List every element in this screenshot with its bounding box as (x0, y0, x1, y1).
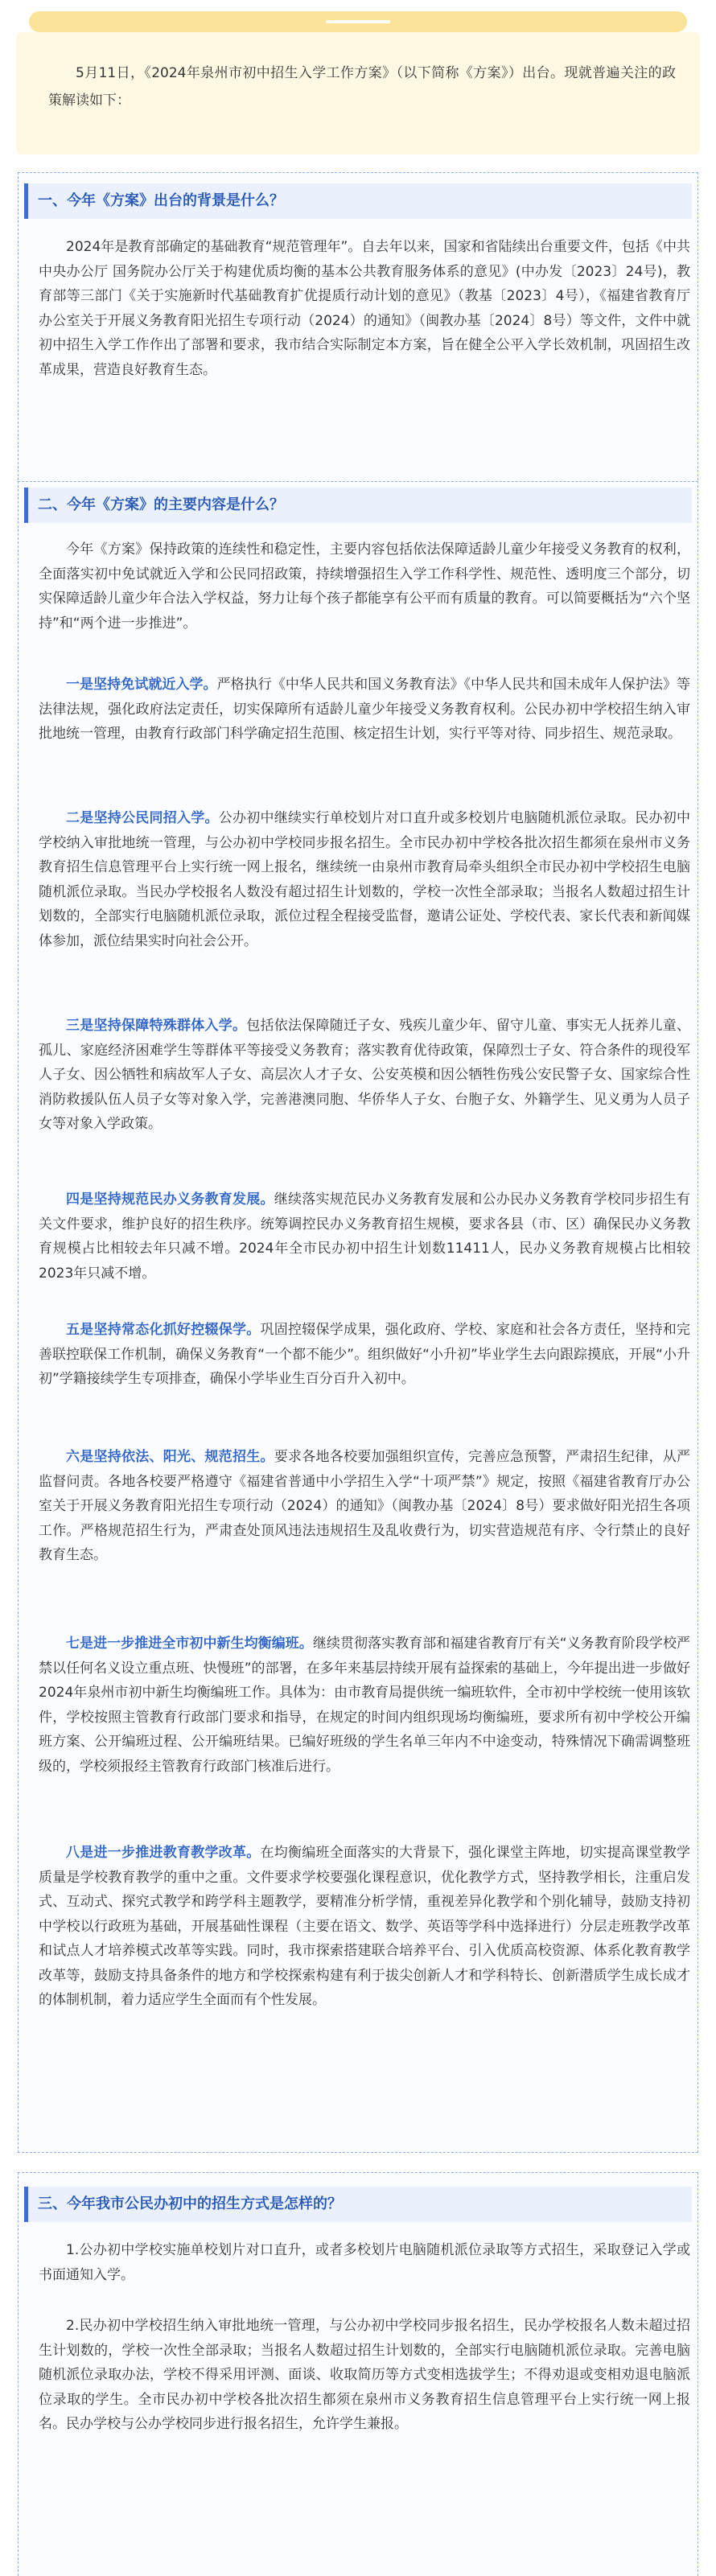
item-4-lead: 四是坚持规范民办义务教育发展。 (66, 1191, 274, 1208)
section-2-item-8 (39, 1841, 690, 2013)
item-7-text: 继续贯彻落实教育部和福建省教育厅有关“义务教育阶段学校严禁以任何名义设立重点班、快慢班”的部署，在多年来基层持续开展有益探索的基础上，今年提出进一步做好2024年泉州市初中新生均衡编班工作。具体为：由市教育局提供统一编班软件，全市初中学校统一使用该软件，学校按照主管教育行政部门要求和指导，在规定的时间内组织现场均衡编班，要求所有初中学校公开编班方案、公开编班过程、公开编班结果。已编好班级的学生名单三年内不中途变动，特殊情况下确需调整班级的，学校须报经主管教育行政部门核准后进行。 (39, 1636, 690, 1775)
section-2-intro: 今年《方案》保持政策的连续性和稳定性，主要内容包括依法保障适龄儿童少年接受义务教育的权利，全面落实初中免试就近入学和公民同招政策，持续增强招生入学工作科学性、规范性、透明度三个部分，切实保障适龄儿童少年合法入学权益，努力让每个孩子都能享有公平而有质量的教育。可以简要概括为“六个坚持”和“两个进一步推进”。 (39, 541, 690, 632)
section-3-title: 三、今年我市公民办初中的招生方式是怎样的？ (24, 2187, 692, 2222)
section-2-item-7 (39, 1632, 690, 1779)
item-5-text: 巩固控辍保学成果，强化政府、学校、家庭和社会各方责任，坚持和完善联控联保工作机制，确保义务教育“一个都不能少”。组织做好“小升初”毕业学生去向跟踪摸底，开展“小升初”学籍接续学生专项排查，确保小学毕业生百分百升入初中。 (39, 1322, 690, 1387)
item-8-lead: 八是进一步推进教育教学改革。 (66, 1845, 261, 1861)
item-1-text: 严格执行《中华人民共和国义务教育法》《中华人民共和国未成年人保护法》等法律法规，强化政府法定责任，切实保障所有适龄儿童少年接受义务教育权利。公民办初中学校招生纳入审批地统一管理，由教育行政部门科学确定招生范围、核定招生计划，实行平等对待、同步招生、规范录取。 (39, 677, 691, 742)
decorative-top-bar (29, 11, 687, 32)
section-2-item-5 (39, 1318, 690, 1392)
section-2-title: 二、今年《方案》的主要内容是什么？ (24, 488, 692, 523)
item-7-lead: 七是进一步推进全市初中新生均衡编班。 (66, 1636, 313, 1652)
item-3-text: 包括依法保障随迁子女、残疾儿童少年、留守儿童、事实无人抚养儿童、孤儿、家庭经济困难学生等群体平等接受义务教育；落实教育优待政策，保障烈士子女、符合条件的现役军人子女、因公牺牲和病故军人子女、高层次人才子女、公安英模和因公牺牲伤残公安民警子女、国家综合性消防救援队伍人员子女等对象入学，完善港澳同胞、华侨华人子女、台胞子女、外籍学生、见义勇为人员子女等对象入学政策。 (39, 1018, 690, 1132)
item-5-lead: 五是坚持常态化抓好控辍保学。 (66, 1322, 261, 1338)
item-6-text: 要求各地各校要加强组织宣传，完善应急预警，严肃招生纪律，从严监督问责。各地各校要严格遵守《福建省普通中小学招生入学“十项严禁”》规定，按照《福建省教育厅办公室关于开展义务教育阳光招生专项行动（2024）的通知》（闽教办基〔2024〕8号）要求做好阳光招生各项工作。严格规范招生行为，严肃查处顶风违法违规招生及乱收费行为，切实营造规范有序、令行禁止的良好教育生态。 (39, 1449, 690, 1563)
section-3-paragraph-1: 1.公办初中学校实施单校划片对口直升，或者多校划片电脑随机派位录取等方式招生，采取登记入学或书面通知入学。 (39, 2242, 690, 2283)
section-2-item-3 (39, 1014, 690, 1137)
section-1-title: 一、今年《方案》出台的背景是什么？ (24, 183, 692, 219)
section-2-item-1 (39, 673, 690, 747)
section-2-item-4 (39, 1187, 690, 1286)
section-3-paragraph-2: 2.民办初中学校招生纳入审批地统一管理，与公办初中学校同步报名招生，民办学校报名人数未超过招生计划数的，学校一次性全部录取；当报名人数超过招生计划数的，全部实行电脑随机派位录取。完善电脑随机派位录取办法，学校不得采用评测、面谈、收取简历等方式变相选拔学生；不得劝退或变相劝退电脑派位录取的学生。全市民办初中学校各批次招生都须在泉州市义务教育招生信息管理平台上实行统一网上报名。民办学校与公办学校同步进行报名招生，允许学生兼报。 (39, 2318, 690, 2432)
section-2-item-2 (39, 806, 690, 953)
item-4-text: 继续落实规范民办义务教育发展和公办民办义务教育学校同步招生有关文件要求，维护良好的招生秩序。统筹调控民办义务教育招生规模，要求各县（市、区）确保民办义务教育规模占比相较去年只减不增。2024年全市民办初中招生计划数11411人，民办义务教育规模占比相较2023年只减不增。 (39, 1191, 690, 1282)
item-1-lead: 一是坚持免试就近入学。 (66, 677, 217, 693)
section-1-paragraph: 2024年是教育部确定的基础教育“规范管理年”。自去年以来，国家和省陆续出台重要文件，包括《中共中央办公厅 国务院办公厅关于构建优质均衡的基本公共教育服务体系的意见》(中办发〔2023〕24号)，教育部等三部门《关于实施新时代基础教育扩优提质行动计划的意见》（教基〔2023〕4号），《福建省教育厅办公室关于开展义务教育阳光招生专项行动（2024）的通知》（闽教办基〔2024〕8号）等文件，文件中就初中招生入学工作作出了部署和要求，我市结合实际制定本方案，旨在健全公平入学长效机制，巩固招生改革成果，营造良好教育生态。 (39, 239, 690, 378)
item-2-text: 公办初中继续实行单校划片对口直升或多校划片电脑随机派位录取。民办初中学校纳入审批地统一管理，与公办初中学校同步报名招生。全市民办初中学校各批次招生都须在泉州市义务教育招生信息管理平台上实行统一网上报名，继续统一由泉州市教育局牵头组织全市民办初中学校招生电脑随机派位录取。当民办学校报名人数没有超过招生计划数的，学校一次性全部录取；当报名人数超过招生计划数的，全部实行电脑随机派位录取，派位过程全程接受监督，邀请公证处、学校代表、家长代表和新闻媒体参加，派位结果实时向社会公开。 (39, 810, 690, 949)
intro-paragraph: 5月11日，《2024年泉州市初中招生入学工作方案》（以下简称《方案》）出台。现就普遍关注的政策解读如下： (48, 65, 676, 109)
item-3-lead: 三是坚持保障特殊群体入学。 (66, 1018, 247, 1034)
section-2-item-6 (39, 1445, 690, 1568)
item-2-lead: 二是坚持公民同招入学。 (66, 810, 219, 826)
item-6-lead: 六是坚持依法、阳光、规范招生。 (66, 1449, 274, 1465)
item-8-text: 在均衡编班全面落实的大背景下，强化课堂主阵地，切实提高课堂教学质量是学校教育教学的重中之重。文件要求学校要强化课程意识，优化教学方式，坚持教学相长，注重启发式、互动式、探究式教学和跨学科主题教学，要精准分析学情，重视差异化教学和个别化辅导，鼓励支持初中学校以行政班为基础，开展基础性课程（主要在语文、数学、英语等学科中选择进行）分层走班教学改革和试点人才培养模式改革等实践。同时，我市探索搭建联合培养平台、引入优质高校资源、体系化教育教学改革等，鼓励支持具备条件的地方和学校探索构建有利于拔尖创新人才和学科特长、创新潜质学生成长成才的体制机制，着力适应学生全面而有个性发展。 (39, 1845, 690, 2008)
